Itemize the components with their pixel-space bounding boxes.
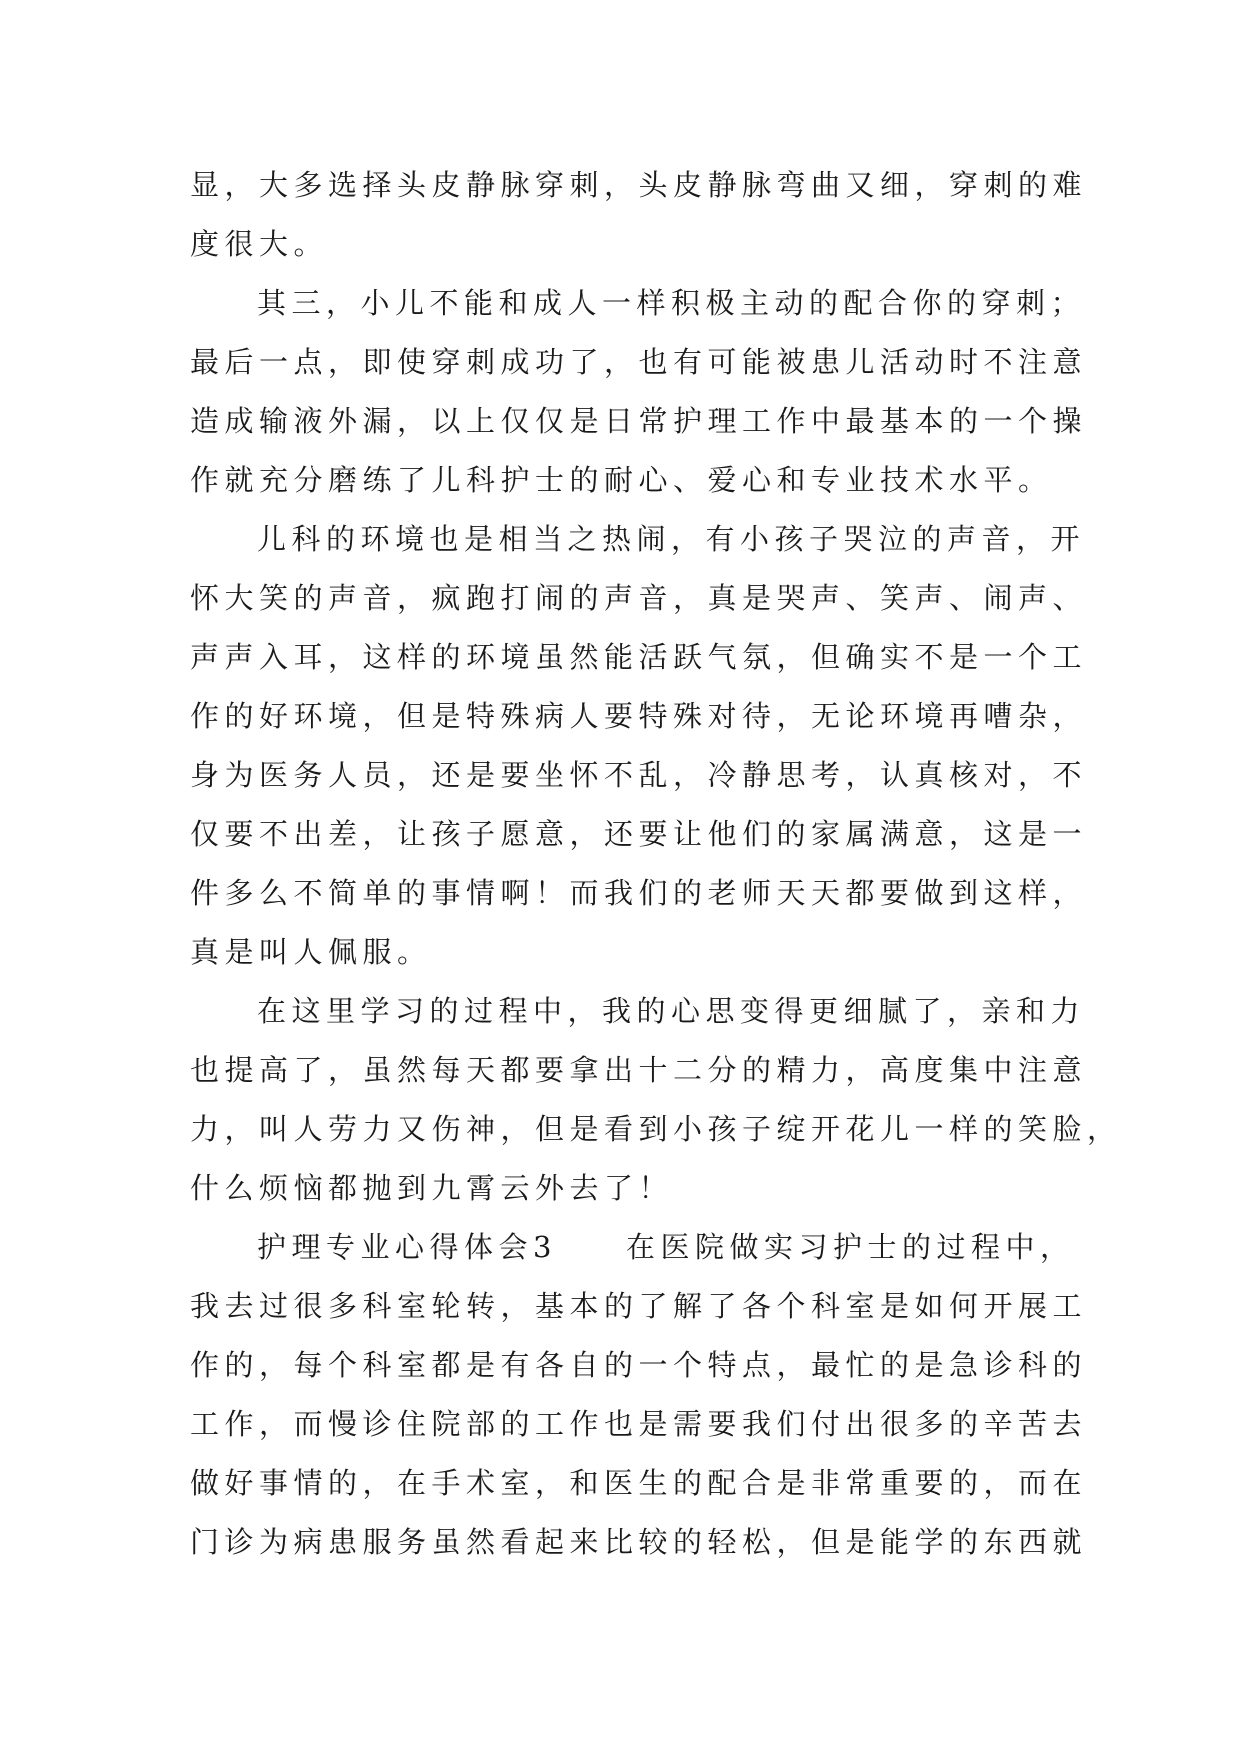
text-line: 度很大。 bbox=[190, 227, 329, 261]
text-line: 在这里学习的过程中，我的心思变得更细腻了，亲和力 bbox=[257, 994, 1086, 1028]
text-line: 最后一点，即使穿刺成功了，也有可能被患儿活动时不注意 bbox=[190, 345, 1088, 379]
text-line: 做好事情的，在手术室，和医生的配合是非常重要的，而在 bbox=[190, 1466, 1088, 1500]
text-line: 声声入耳，这样的环境虽然能活跃气氛，但确实不是一个工 bbox=[190, 640, 1088, 674]
text-line: 显，大多选择头皮静脉穿刺，头皮静脉弯曲又细，穿刺的难 bbox=[190, 168, 1088, 202]
text-line: 门诊为病患服务虽然看起来比较的轻松，但是能学的东西就 bbox=[190, 1525, 1088, 1559]
text-line: 力，叫人劳力又伤神，但是看到小孩子绽开花儿一样的笑脸， bbox=[190, 1112, 1122, 1146]
text-line: 真是叫人佩服。 bbox=[190, 935, 432, 969]
text-line: 作就充分磨练了儿科护士的耐心、爱心和专业技术水平。 bbox=[190, 463, 1053, 497]
text-line: 作的好环境，但是特殊病人要特殊对待，无论环境再嘈杂， bbox=[190, 699, 1088, 733]
text-line: 件多么不简单的事情啊！而我们的老师天天都要做到这样， bbox=[190, 876, 1088, 910]
text-line: 身为医务人员，还是要坐怀不乱，冷静思考，认真核对，不 bbox=[190, 758, 1088, 792]
text-line: 也提高了，虽然每天都要拿出十二分的精力，高度集中注意 bbox=[190, 1053, 1088, 1087]
text-line: 我去过很多科室轮转，基本的了解了各个科室是如何开展工 bbox=[190, 1289, 1088, 1323]
text-line: 其三，小儿不能和成人一样积极主动的配合你的穿刺； bbox=[257, 286, 1086, 320]
text-line: 造成输液外漏，以上仅仅是日常护理工作中最基本的一个操 bbox=[190, 404, 1088, 438]
text-line: 作的，每个科室都是有各自的一个特点，最忙的是急诊科的 bbox=[190, 1348, 1088, 1382]
text-line: 护理专业心得体会3 在医院做实习护士的过程中， bbox=[257, 1230, 1075, 1264]
text-line: 什么烦恼都抛到九霄云外去了！ bbox=[190, 1171, 674, 1205]
text-line: 仅要不出差，让孩子愿意，还要让他们的家属满意，这是一 bbox=[190, 817, 1088, 851]
text-line: 儿科的环境也是相当之热闹，有小孩子哭泣的声音，开 bbox=[257, 522, 1086, 556]
text-line: 工作，而慢诊住院部的工作也是需要我们付出很多的辛苦去 bbox=[190, 1407, 1088, 1441]
text-line: 怀大笑的声音，疯跑打闹的声音，真是哭声、笑声、闹声、 bbox=[190, 581, 1088, 615]
